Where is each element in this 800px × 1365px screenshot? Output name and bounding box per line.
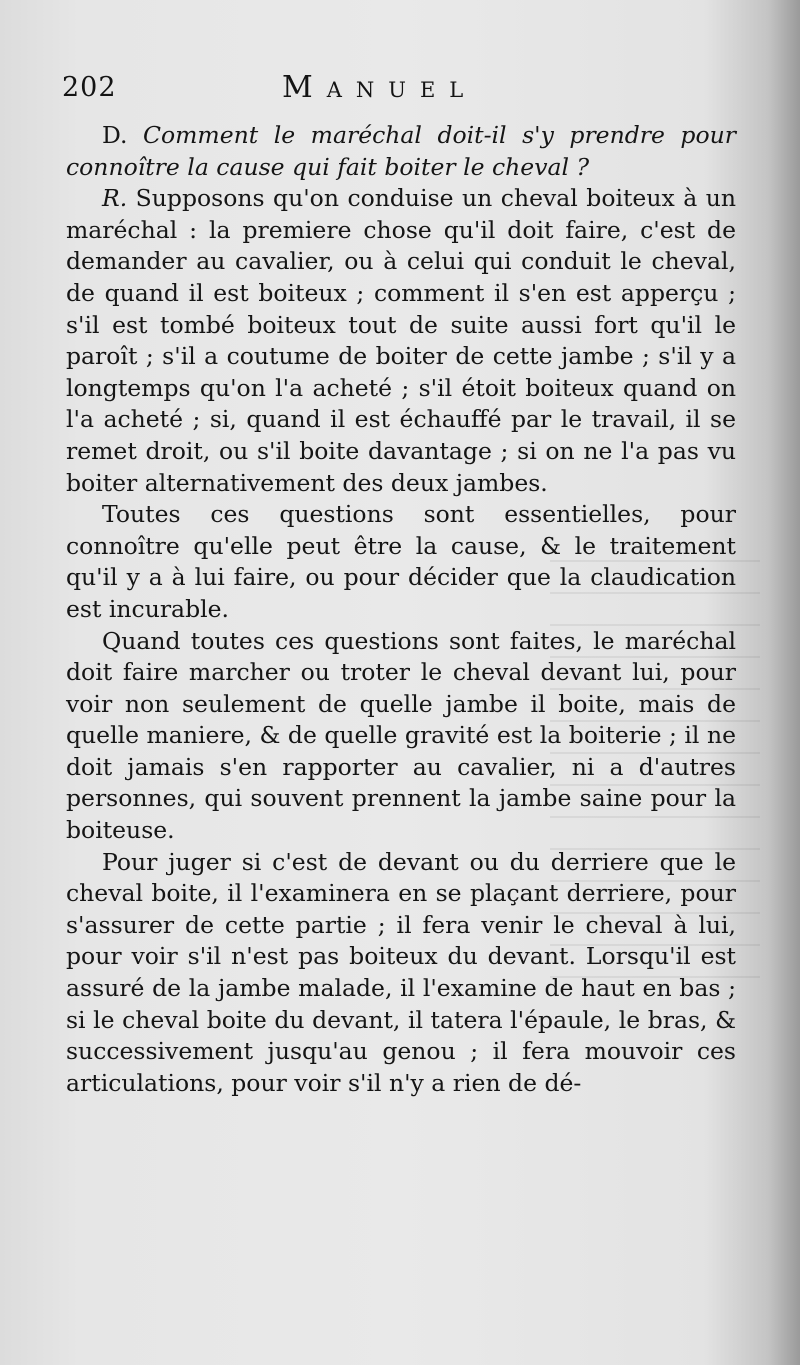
body-text <box>66 120 736 1099</box>
paragraph-5: Pour juger si c'est de devant ou du derriere que le cheval boite, il l'examinera en se plaçant derriere, pour s'assurer de cette partie ; il fera venir le cheval à lui, pour voir s'il n'est pas boiteux du devant. Lorsqu'il est assuré de la jambe malade, il l'examine de haut en bas ; si le cheval boite du devant, il tatera l'épaule, le bras, & successivement jusqu'au genou ; il fera mouvoir ces articulations, pour voir s'il n'y a rien de dé- <box>66 847 736 1097</box>
question-label: D. <box>102 121 128 149</box>
paragraph-4: Quand toutes ces questions sont faites, le maréchal doit faire marcher ou troter le cheval devant lui, pour voir non seulement de quelle jambe il boite, mais de quelle maniere, & de quelle gravité est la boiterie ; il ne doit jamais s'en rapporter au cavalier, ni a d'autres personnes, qui souvent prennent la jambe saine pour la boiteuse. <box>66 626 736 845</box>
page-header <box>62 66 622 112</box>
answer-label: R. <box>102 184 128 213</box>
running-head: Manuel <box>282 70 478 105</box>
page-number: 202 <box>62 72 117 103</box>
answer-paragraph <box>66 183 736 499</box>
paragraph-3: Toutes ces questions sont essentielles, pour connoître qu'elle peut être la cause, & le traitement qu'il y a à lui faire, ou pour décider que la claudication est incurable. <box>66 500 736 623</box>
question-paragraph <box>66 120 736 183</box>
question-text: Comment le maréchal doit-il s'y prendre pour connoître la cause qui fait boiter le cheval ? <box>66 121 736 181</box>
answer-text: Supposons qu'on conduise un cheval boiteux à un maréchal : la premiere chose qu'il doit faire, c'est de demander au cavalier, ou à celui qui conduit le cheval, de quand il est boiteux ; comment il s'en est apperçu ; s'il est tombé boiteux tout de suite aussi fort qu'il le paroît ; s'il a coutume de boiter de cette jambe ; s'il y a longtemps qu'on l'a acheté ; s'il étoit boiteux quand on l'a acheté ; si, quand il est échauffé par le travail, il se remet droit, ou s'il boite davantage ; si on ne l'a pas vu boiter alternativement des deux jambes. <box>66 184 736 497</box>
